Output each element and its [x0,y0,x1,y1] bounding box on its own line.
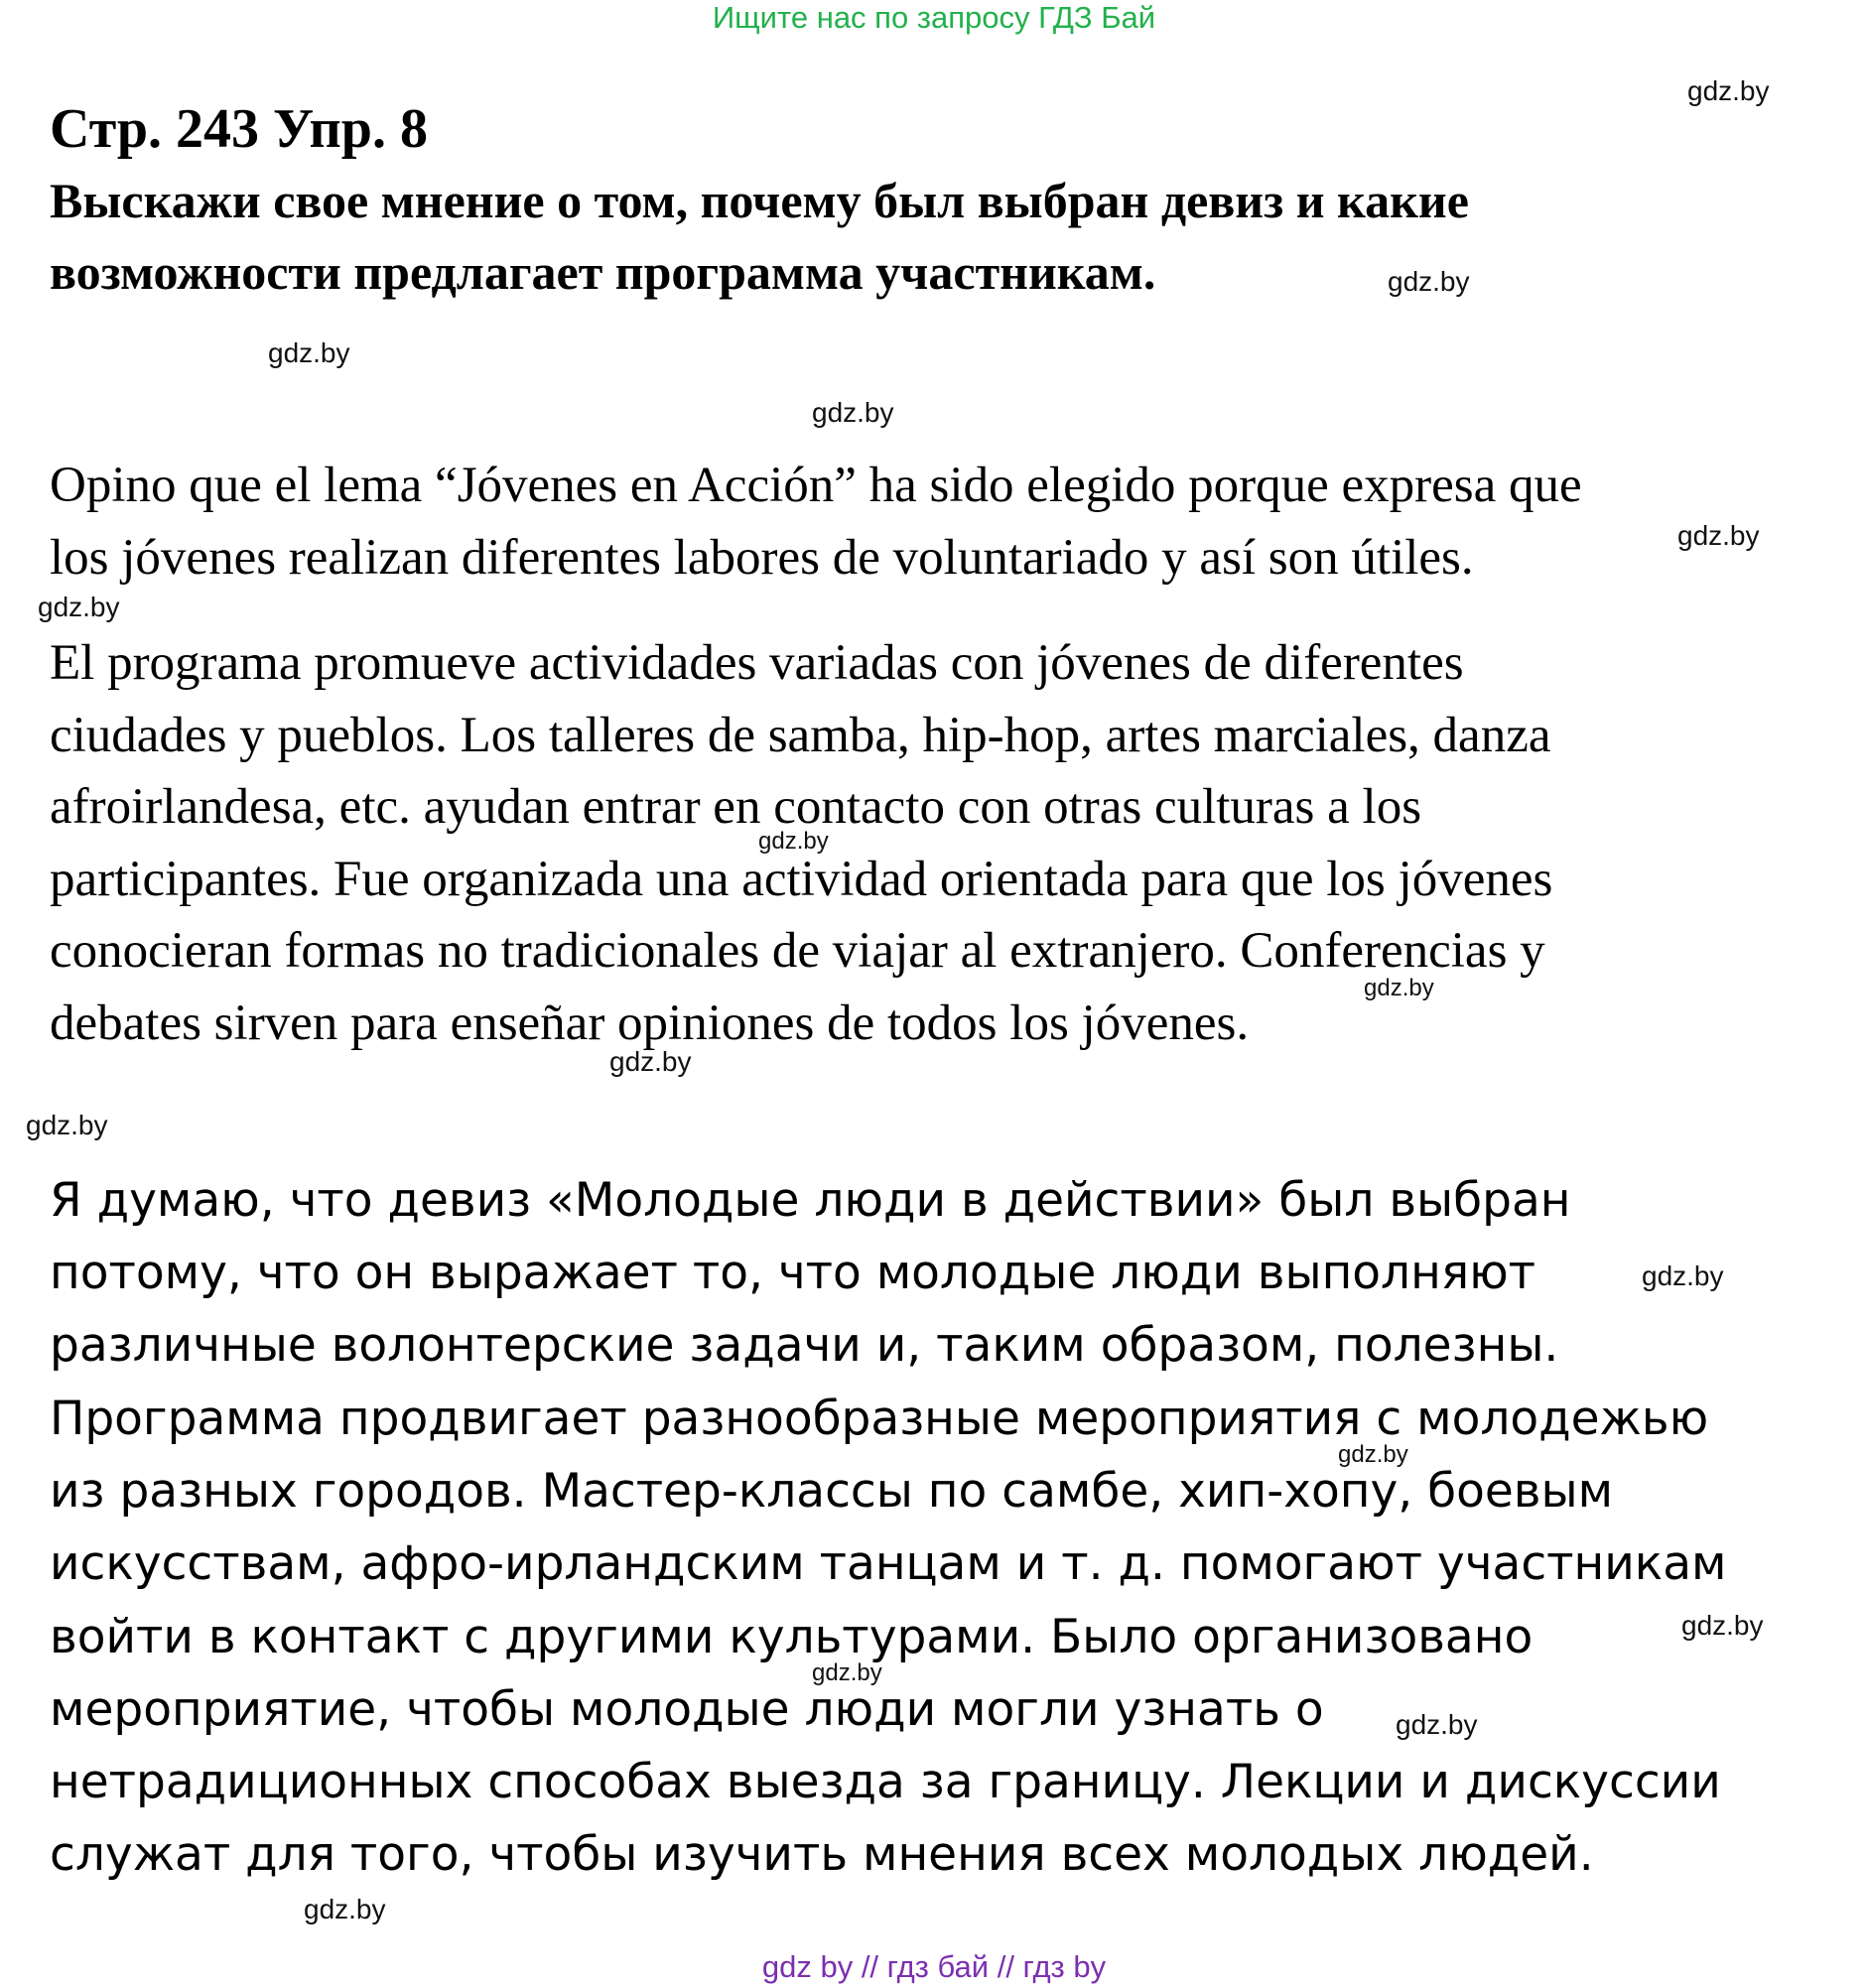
russian-line: из разных городов. Мастер-классы по самбе, хип-хопу, боевым [50,1464,1614,1519]
spanish-line: los jóvenes realizan diferentes labores de voluntariado y así son útiles. [50,530,1474,586]
watermark: gdz.by [1687,75,1770,106]
watermark: gdz.by [1677,520,1760,551]
spanish-line: Opino que el lema “Jóvenes en Acción” ha sido elegido porque expresa que [50,458,1582,513]
watermark: gdz.by [1642,1260,1724,1291]
russian-line: Программа продвигает разнообразные мероприятия с молодежью [50,1392,1709,1446]
watermark: gdz.by [758,828,829,855]
watermark: gdz.by [304,1894,386,1924]
watermark: gdz.by [609,1046,692,1077]
russian-line: потому, что он выражает то, что молодые люди выполняют [50,1246,1536,1300]
task-line-1: Выскажи свое мнение о том, почему был выбран девиз и какие [50,173,1469,228]
watermark: gdz.by [1681,1610,1764,1641]
russian-line: различные волонтерские задачи и, таким образом, полезны. [50,1318,1559,1373]
watermark: gdz.by [26,1110,108,1140]
russian-line: мероприятие, чтобы молодые люди могли узнать о [50,1682,1324,1737]
watermark: gdz.by [812,397,894,428]
watermark: gdz.by [1364,975,1434,1001]
watermark: gdz.by [812,1659,882,1686]
task-line-2: возможности предлагает программа участникам. [50,244,1156,300]
top-banner: Ищите нас по запросу ГДЗ Бай [712,0,1156,35]
watermark: gdz.by [268,337,350,368]
spanish-line: debates sirven para enseñar opiniones de todos los jóvenes. [50,995,1250,1051]
exercise-reference: Стр. 243 Упр. 8 [50,98,428,160]
bottom-banner: gdz by // гдз бай // гдз by [761,1949,1107,1984]
spanish-line: ciudades y pueblos. Los talleres de samba, hip-hop, artes marciales, danza [50,708,1551,763]
watermark: gdz.by [38,592,120,622]
watermark: gdz.by [1338,1441,1408,1468]
watermark: gdz.by [1396,1709,1478,1740]
spanish-line: El programa promueve actividades variadas con jóvenes de diferentes [50,635,1464,691]
spanish-line: participantes. Fue organizada una actividad orientada para que los jóvenes [50,852,1553,907]
russian-line: служат для того, чтобы изучить мнения всех молодых людей. [50,1827,1594,1882]
spanish-line: conocieran formas no tradicionales de viajar al extranjero. Conferencias y [50,923,1545,979]
russian-line: Я думаю, что девиз «Молодые люди в действии» был выбран [50,1173,1571,1228]
spanish-line: afroirlandesa, etc. ayudan entrar en contacto con otras culturas a los [50,779,1422,835]
russian-line: искусствам, афро-ирландским танцам и т. д. помогают участникам [50,1536,1727,1591]
watermark: gdz.by [1388,266,1470,297]
russian-line: войти в контакт с другими культурами. Было организовано [50,1610,1534,1664]
russian-line: нетрадиционных способах выезда за границу. Лекции и дискуссии [50,1755,1721,1809]
